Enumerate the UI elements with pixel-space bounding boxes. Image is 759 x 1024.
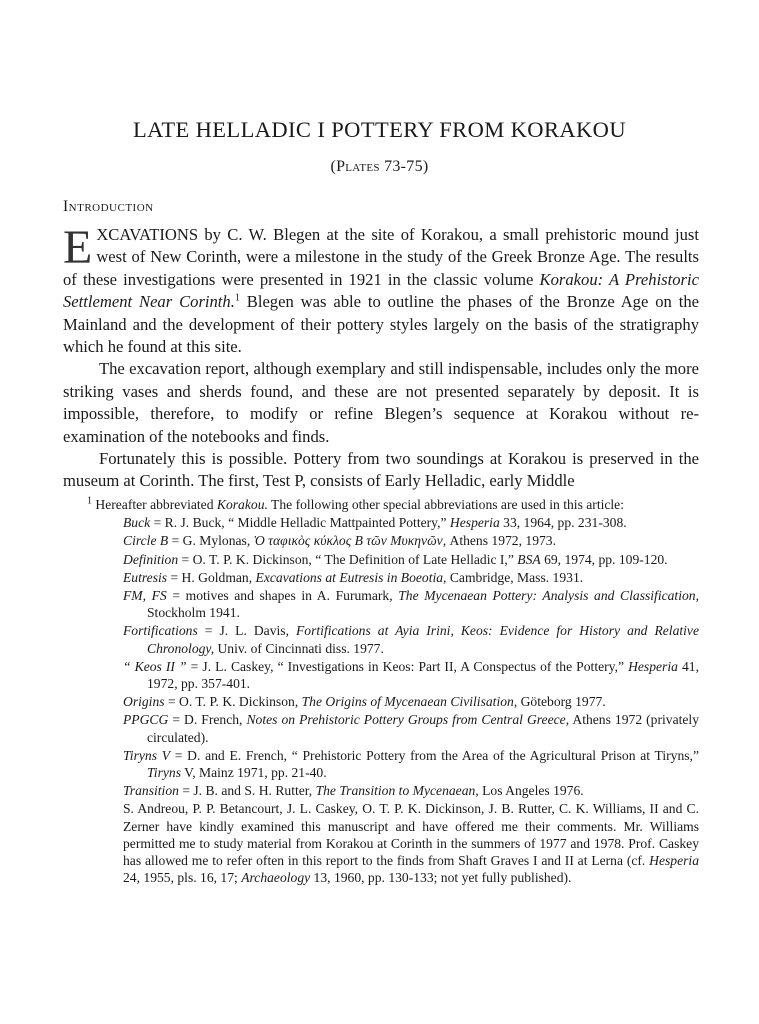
abbreviation-text: = J. L. Davis, xyxy=(197,623,296,639)
abbreviation-key: PPGCG xyxy=(123,712,169,728)
section-heading: Introduction xyxy=(63,198,154,215)
abbreviation-key: “ Keos II ” xyxy=(123,658,187,674)
abbreviation-details: 41, 1972, pp. 357-401. xyxy=(147,658,699,692)
abbreviation-key: Origins xyxy=(123,694,165,710)
footnote-mark: 1 xyxy=(87,495,92,507)
paragraph-1-text-b: Blegen was able to outline the phases of the Bronze Age on the Mainland and the development of their pottery styles largely on the basis of the stratigraphy which he found at this site. xyxy=(63,292,699,357)
abbreviation-text: = G. Mylonas, xyxy=(168,533,254,549)
abbreviation-details: Cambridge, Mass. 1931. xyxy=(446,569,584,585)
abbreviation-title: Excavations at Eutresis in Boeotia, xyxy=(255,569,447,585)
abbreviation-title: The Transition to Mycenaean, xyxy=(315,783,479,799)
ack-italic-2: Archaeology xyxy=(241,870,311,886)
abbreviation-title: The Mycenaean Pottery: Analysis and Classification, xyxy=(398,588,699,604)
acknowledgements xyxy=(123,800,699,886)
abbreviation-entry xyxy=(123,514,699,531)
abbreviation-title: Fortifications at Ayia Irini, Keos: Evidence for History and Relative Chronology, xyxy=(147,623,700,656)
abbreviation-title: Hesperia xyxy=(628,658,678,674)
abbreviation-title: BSA xyxy=(517,551,541,567)
footnotes xyxy=(63,496,699,886)
paragraph-1-text-a: XCAVATIONS by C. W. Blegen at the site of Korakou, a small prehistoric mound just west of New Corinth, were a milestone in the study of the Greek Bronze Age. The results of these investigations were presented in 1921 in the classic volume xyxy=(63,225,699,289)
abbreviation-key: Transition xyxy=(123,783,179,799)
body-text xyxy=(63,221,699,493)
ack-text-b: 24, 1955, pls. 16, 17; xyxy=(123,870,242,886)
abbreviation-entry xyxy=(123,711,699,745)
abbreviation-details: 33, 1964, pp. 231-308. xyxy=(499,515,627,531)
drop-cap: E xyxy=(63,221,93,274)
abbreviation-details: Göteborg 1977. xyxy=(517,694,606,710)
abbreviation-entry xyxy=(123,782,699,799)
abbreviation-text: = motives and shapes in A. Furumark, xyxy=(166,588,399,604)
abbreviation-details: 69, 1974, pp. 109-120. xyxy=(540,551,668,567)
paragraph-3: Fortunately this is possible. Pottery from two soundings at Korakou is preserved in the museum at Corinth. The first, Test P, consists of Early Helladic, early Middle xyxy=(63,449,699,491)
paragraph-2: The excavation report, although exemplary and still indispensable, includes only the more striking vases and sherds found, and these are not presented separately by deposit. It is impossible, therefore, to modify or refine Blegen’s sequence at Korakou without re-examination of the notebooks and finds. xyxy=(63,359,699,446)
abbreviation-entry xyxy=(123,693,699,710)
abbreviation-key: Definition xyxy=(123,551,179,567)
abbreviation-details: Athens 1972 (privately circulated). xyxy=(147,712,699,745)
abbreviation-entry xyxy=(123,532,699,549)
abbreviation-entry xyxy=(123,569,699,586)
ack-text-a: S. Andreou, P. P. Betancourt, J. L. Caskey, O. T. P. K. Dickinson, J. B. Rutter, C. K. Williams, II and C. Zerner have kindly examined this manuscript and have offered me their comments. Mr. Williams permitted me to study material from Korakou at Corinth in the summers of 1977 and 1978. Prof. Caskey has allowed me to refer often in this report to the finds from Shaft Graves I and II at Lerna (cf. xyxy=(123,801,699,869)
ack-text-c: 13, 1960, pp. 130-133; not yet fully published). xyxy=(310,870,572,886)
abbreviation-details: Athens 1972, 1973. xyxy=(446,533,556,549)
footnote-ref: 1 xyxy=(234,292,240,304)
abbreviation-text: = R. J. Buck, “ Middle Helladic Mattpainted Pottery,” xyxy=(150,515,450,531)
abbreviation-title: Notes on Prehistoric Pottery Groups from Central Greece, xyxy=(246,712,570,728)
abbreviation-entry xyxy=(123,658,699,692)
paragraph-1 xyxy=(63,221,699,358)
abbreviation-key: Tiryns V xyxy=(123,747,171,763)
ack-italic-1: Hesperia xyxy=(649,853,699,869)
abbreviation-text: = J. B. and S. H. Rutter, xyxy=(178,783,316,799)
abbreviation-text: = J. L. Caskey, “ Investigations in Keos: Part II, A Conspectus of the Pottery,” xyxy=(186,658,629,674)
abbreviation-title: The Origins of Mycenaean Civilisation, xyxy=(301,694,518,710)
abbreviation-list xyxy=(63,514,699,799)
abbreviation-title: Ὁ ταφικὸς κύκλος Β τῶν Μυκηνῶν, xyxy=(253,533,447,549)
abbreviation-details: Los Angeles 1976. xyxy=(478,783,584,799)
abbreviation-key: Buck xyxy=(123,515,151,531)
abbreviation-entry xyxy=(123,622,699,656)
footnote-lead: Hereafter abbreviated xyxy=(92,497,217,512)
abbreviation-key: Eutresis xyxy=(123,569,168,585)
abbreviation-text: = O. T. P. K. Dickinson, “ The Definition of Late Helladic I,” xyxy=(178,551,518,567)
abbreviation-entry xyxy=(123,587,699,621)
abbreviation-details: Stockholm 1941. xyxy=(147,605,240,621)
abbreviation-key: FM, FS xyxy=(123,588,167,604)
abbreviation-title: Hesperia xyxy=(449,515,500,531)
abbreviation-entry xyxy=(123,551,699,568)
article-title: LATE HELLADIC I POTTERY FROM KORAKOU xyxy=(133,117,626,142)
book-title: Korakou: A Prehistoric Settlement Near Corinth. xyxy=(63,269,699,312)
abbreviation-text: = H. Goldman, xyxy=(167,569,256,585)
plates-reference: (Plates 73-75) xyxy=(330,158,429,175)
abbreviation-details: V, Mainz 1971, pp. 21-40. xyxy=(181,765,327,781)
abbreviation-text: = O. T. P. K. Dickinson, xyxy=(164,694,302,710)
abbreviation-key: Circle B xyxy=(123,533,169,549)
abbreviation-details: Univ. of Cincinnati diss. 1977. xyxy=(214,640,384,656)
abbreviation-key: Fortifications xyxy=(123,623,198,639)
abbreviation-text: = D. French, xyxy=(168,712,247,728)
footnote-lead-italic: Korakou. xyxy=(216,497,268,512)
abbreviation-entry xyxy=(123,747,699,781)
footnote-1 xyxy=(63,496,699,513)
abbreviation-text: = D. and E. French, “ Prehistoric Pottery from the Area of the Agricultural Prison at Tiryns,” xyxy=(170,747,699,763)
abbreviation-title: Tiryns xyxy=(147,765,181,781)
footnote-lead-rest: The following other special abbreviations are used in this article: xyxy=(267,497,624,512)
